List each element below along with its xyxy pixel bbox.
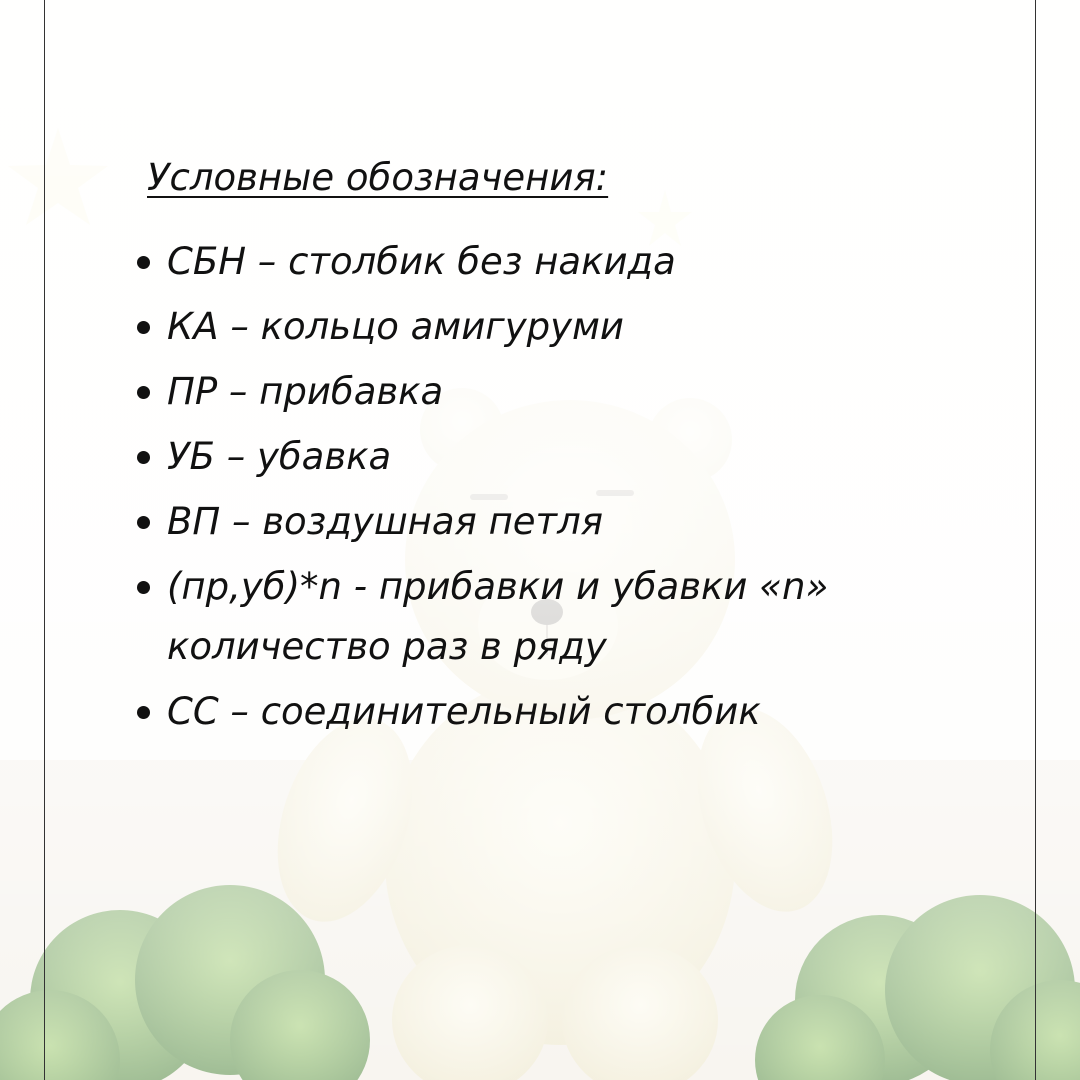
legend-item-repeat [137, 557, 997, 677]
legend-item-ka [137, 297, 997, 357]
legend-item-label: ПР – прибавка [167, 370, 444, 413]
bullet-icon [137, 516, 150, 529]
bullet-icon [137, 451, 150, 464]
bullet-icon [137, 321, 150, 334]
bullet-icon [137, 706, 150, 719]
legend-item-sbn [137, 232, 997, 292]
bullet-icon [137, 256, 150, 269]
legend-item-label: СС – соединительный столбик [167, 690, 761, 733]
legend-item-label: (пр,уб)*n - прибавки и убавки «n» количество раз в ряду [167, 565, 829, 668]
legend-item-label: УБ – убавка [167, 435, 392, 478]
legend-list [137, 232, 997, 747]
legend-title: Условные обозначения: [147, 156, 609, 199]
legend-item-label: СБН – столбик без накида [167, 240, 676, 283]
legend-item-label: КА – кольцо амигуруми [167, 305, 624, 348]
legend-item-pr [137, 362, 997, 422]
bullet-icon [137, 386, 150, 399]
bullet-icon [137, 581, 150, 594]
legend-item-vp [137, 492, 997, 552]
legend-item-ub [137, 427, 997, 487]
legend-item-label: ВП – воздушная петля [167, 500, 603, 543]
legend-item-ss [137, 682, 997, 742]
